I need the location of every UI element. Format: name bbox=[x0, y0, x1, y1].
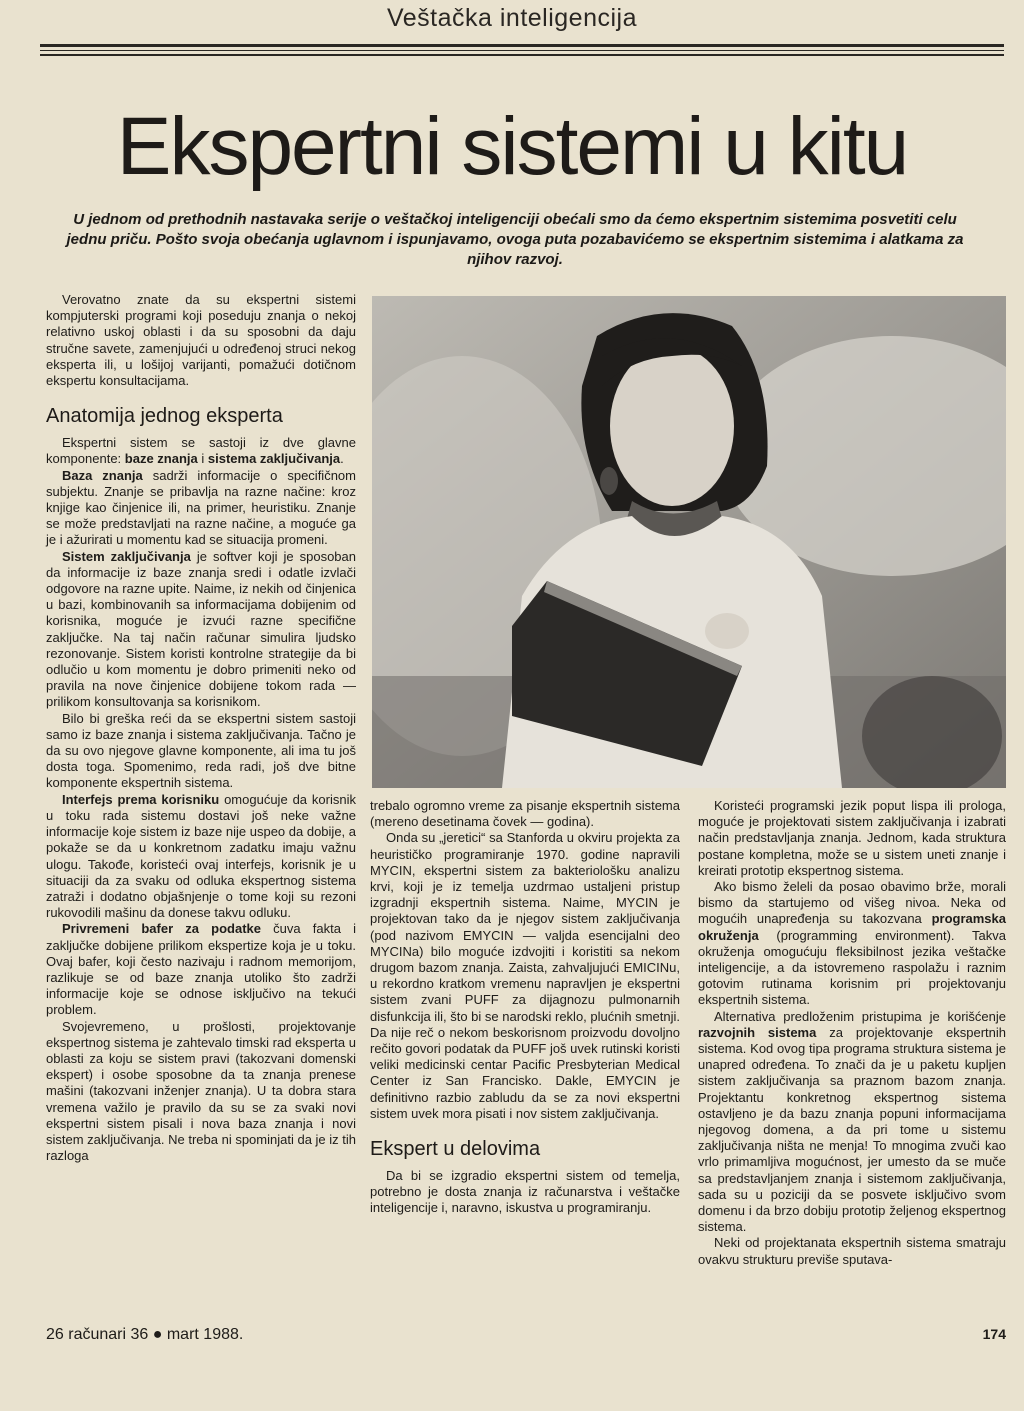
article-column-2 bbox=[370, 798, 680, 1217]
paragraph-trebalo: trebalo ogromno vreme za pisanje ekspertnih sistema (mereno desetinama čovek — godina). bbox=[370, 798, 680, 830]
photo-woman-with-binder bbox=[372, 296, 1006, 788]
header-rule-thin bbox=[40, 50, 1004, 51]
paragraph-interfejs: Interfejs prema korisniku omogućuje da korisnik u toku rada sistemu dostavi još neke važne informacije koje sistem iz baze nije uspeo da dobije, a pokaže se da u konkretnom zadatku imaju važnu ulogu. Takođe, koristeći ovaj interfejs, korisnik je u situaciji da za svaku od odluka ekspertnog sistema zatraži i dodatno objašnjenje o tome koji su rezoni rukovodili mašinu da donese takvu odluku. bbox=[46, 791, 357, 921]
paragraph-okruzenja: Ako bismo želeli da posao obavimo brže, morali bismo da startujemo od višeg nivoa. Neka od mogućih unapređenja su takozvana programska okruženja (programming environment). Takva okruženja omogućuju fleksibilnost jezika veštačke inteligencije, a da istovremeno raspolažu i raznim gotovim rutinama korisnim pri projektovanju ekspertnih sistema. bbox=[698, 879, 1006, 1008]
paragraph-projektanti: Neki od projektanata ekspertnih sistema smatraju ovakvu strukturu previše sputava- bbox=[698, 1235, 1006, 1267]
article-column-1 bbox=[46, 292, 356, 1164]
paragraph-mycin: Onda su „jeretici“ sa Stanforda u okviru projekta za heurističko programiranje 1970. godine napravili MYCIN, ekspertni sistem za bakteriološku analizu krvi, koji je iz temelja uzdrmao ustaljeni pristup izgradnji ekspertnih sistema. Naime, MYCIN je projektovan tako da je njegov sistem zaključivanja (pod nazivom EMYCIN — valjda esencijalni deo MYCINa) bilo moguće izdvojiti i koristiti sa nekom drugom bazom znanja. Zaista, zahvaljujući EMICINu, u rekordno kratkom vremenu napravljen je ekspertni sistem zvani PUFF za dijagnozu pulmonarnih disfunkcija ili, što bi se narodski reklo, plućnih smetnji. Da nije reč o nekom beskorisnom proizvodu dovoljno rečito govori podatak da PUFF još uvek rutinski koristi veliki medicinski centar Pacific Presbyterian Medical Center iz San Francisko. Dakle, EMYCIN je definitivno razbio zabludu da se za novi ekspertni sistem uvek mora pisati i nov sistem zaključivanja. bbox=[370, 830, 680, 1121]
article-photo bbox=[372, 296, 1006, 788]
paragraph-razvojni-sistemi: Alternativa predloženim pristupima je korišćenje razvojnih sistema za projektovanje ekspertnih sistema. Kod ovog tipa programa struktura sistema je unapred određena. To znači da je u paketu kupljen sistem zaključivanja sa praznom bazom znanja. Projektantu konkretnog ekspertnog sistema ostavljeno je da bazu znanja popuni informacijama njegovog domena, a da pri tome u sistemu zaključivanja ništa ne menja! To mnogima zvuči kao vrlo primamljiva mogućnost, jer umesto da se muče sa predstavljanjem znanja i sistemom zaključivanja, sada su u poziciji da se posvete isključivo svom domenu i da brzo dobiju prototip željenog ekspertnog sistema. bbox=[698, 1008, 1006, 1235]
section-header: Veštačka inteligencija bbox=[386, 4, 638, 32]
subhead-anatomija: Anatomija jednog eksperta bbox=[46, 405, 283, 428]
article-headline: Ekspertni sistemi u kitu bbox=[116, 101, 908, 192]
paragraph-greska: Bilo bi greška reći da se ekspertni sistem sastoji samo iz baze znanja i sistema zaključivanja. Tačno je da su ovo njegove glavne komponente, ali ima tu još dosta toga. Spomenimo, reda radi, još dve bitne komponente ekspertnih sistema. bbox=[46, 710, 356, 791]
header-rule bbox=[40, 44, 1004, 47]
issue-footer: 26 računari 36 ● mart 1988. bbox=[46, 1326, 244, 1343]
paragraph-sistem-zakljucivanja: Sistem zaključivanja je softver koji je sposoban da informacije iz baze znanja sredi i odatle izvlači odgovore na razne upite. Naime, iz nekih od činjenica u bazi, kombinovanih sa informacijama dobijenim od korisnika, moguće je izvući razne specifične zaključke. Na taj način računar simulira ljudsko rezonovanje. Sistem koristi kontrolne strategije da bi odlučio u kom momentu je dobro primeniti neko od pravila na nove činjenice dobijene tokom rada — prilikom konsultovanja sa korisnikom. bbox=[46, 548, 356, 710]
article-column-3 bbox=[698, 798, 1006, 1268]
paragraph-temelj: Da bi se izgradio ekspertni sistem od temelja, potrebno je dosta znanja iz računarstva i veštačke inteligencije i, naravno, iskustva u programiranju. bbox=[370, 1168, 680, 1216]
paragraph-lisp: Koristeći programski jezik poput lispa ili prologa, moguće je projektovati sistem zaključivanja i izabrati način predstavljanja znanja. Jednom, kada struktura postane kompletna, može se u sistem uneti znanje i kreirati prototip ekspertnog sistema. bbox=[698, 798, 1006, 878]
paragraph-svojevremeno: Svojevremeno, u prošlosti, projektovanje ekspertnog sistema je zahtevalo timski rad eksperta u oblasti za koju se sistem pravi (takozvani domenski ekspert) i osobe sposobne da ta znanja prenese mašini (takozvani inženjer znanja). U ta dobra stara vremena važilo je pravilo da su se za svaki novi ekspertni sistem pisali i nova baza znanja i novi sistem zaključivanja. Ne treba ni spominjati da je iz tih razloga bbox=[46, 1018, 356, 1164]
subhead-ekspert-u-delovima: Ekspert u delovima bbox=[370, 1138, 541, 1161]
page-number: 174 bbox=[982, 1326, 1006, 1342]
paragraph-components: Ekspertni sistem se sastoji iz dve glavne komponente: baze znanja i sistema zaključivanja. bbox=[46, 435, 356, 467]
paragraph-baza-znanja: Baza znanja sadrži informacije o specifičnom subjektu. Znanje se pribavlja na razne načine: kroz knjige kao činjenice ili, na primer, heuristiku. Znanje se može predstavljati na razne načine, a moguće ga je i ažurirati u momentu kad se situacija promeni. bbox=[46, 467, 356, 548]
header-rule-bottom bbox=[40, 54, 1004, 56]
paragraph-bafer: Privremeni bafer za podatke čuva fakta i zaključke dobijene prilikom ekspertize koja je u toku. Ovaj bafer, koji često nazivaju i radnom memorijom, razlikuje se od baze znanja utoliko što zadrži informacije koje se odnose isključivo na tekući problem. bbox=[46, 921, 356, 1018]
article-lead: U jednom od prethodnih nastavaka serije o veštačkoj inteligenciji obećali smo da ćemo ekspertnim sistemima posvetiti celu jednu priču. Pošto svoja obećanja uglavnom i ispunjavamo, ovoga puta pozabavićemo se ekspertnim sistemima i alatkama za njihov razvoj. bbox=[66, 211, 964, 268]
paragraph-intro: Verovatno znate da su ekspertni sistemi kompjuterski programi koji poseduju znanja o nekoj relativno uskoj oblasti i da su sposobni da daju stručne savete, zamenjujući u određenoj struci nekog eksperta ili, u lošijoj varijanti, pomažući dotičnom ekspertu konsultacijama. bbox=[46, 292, 356, 389]
